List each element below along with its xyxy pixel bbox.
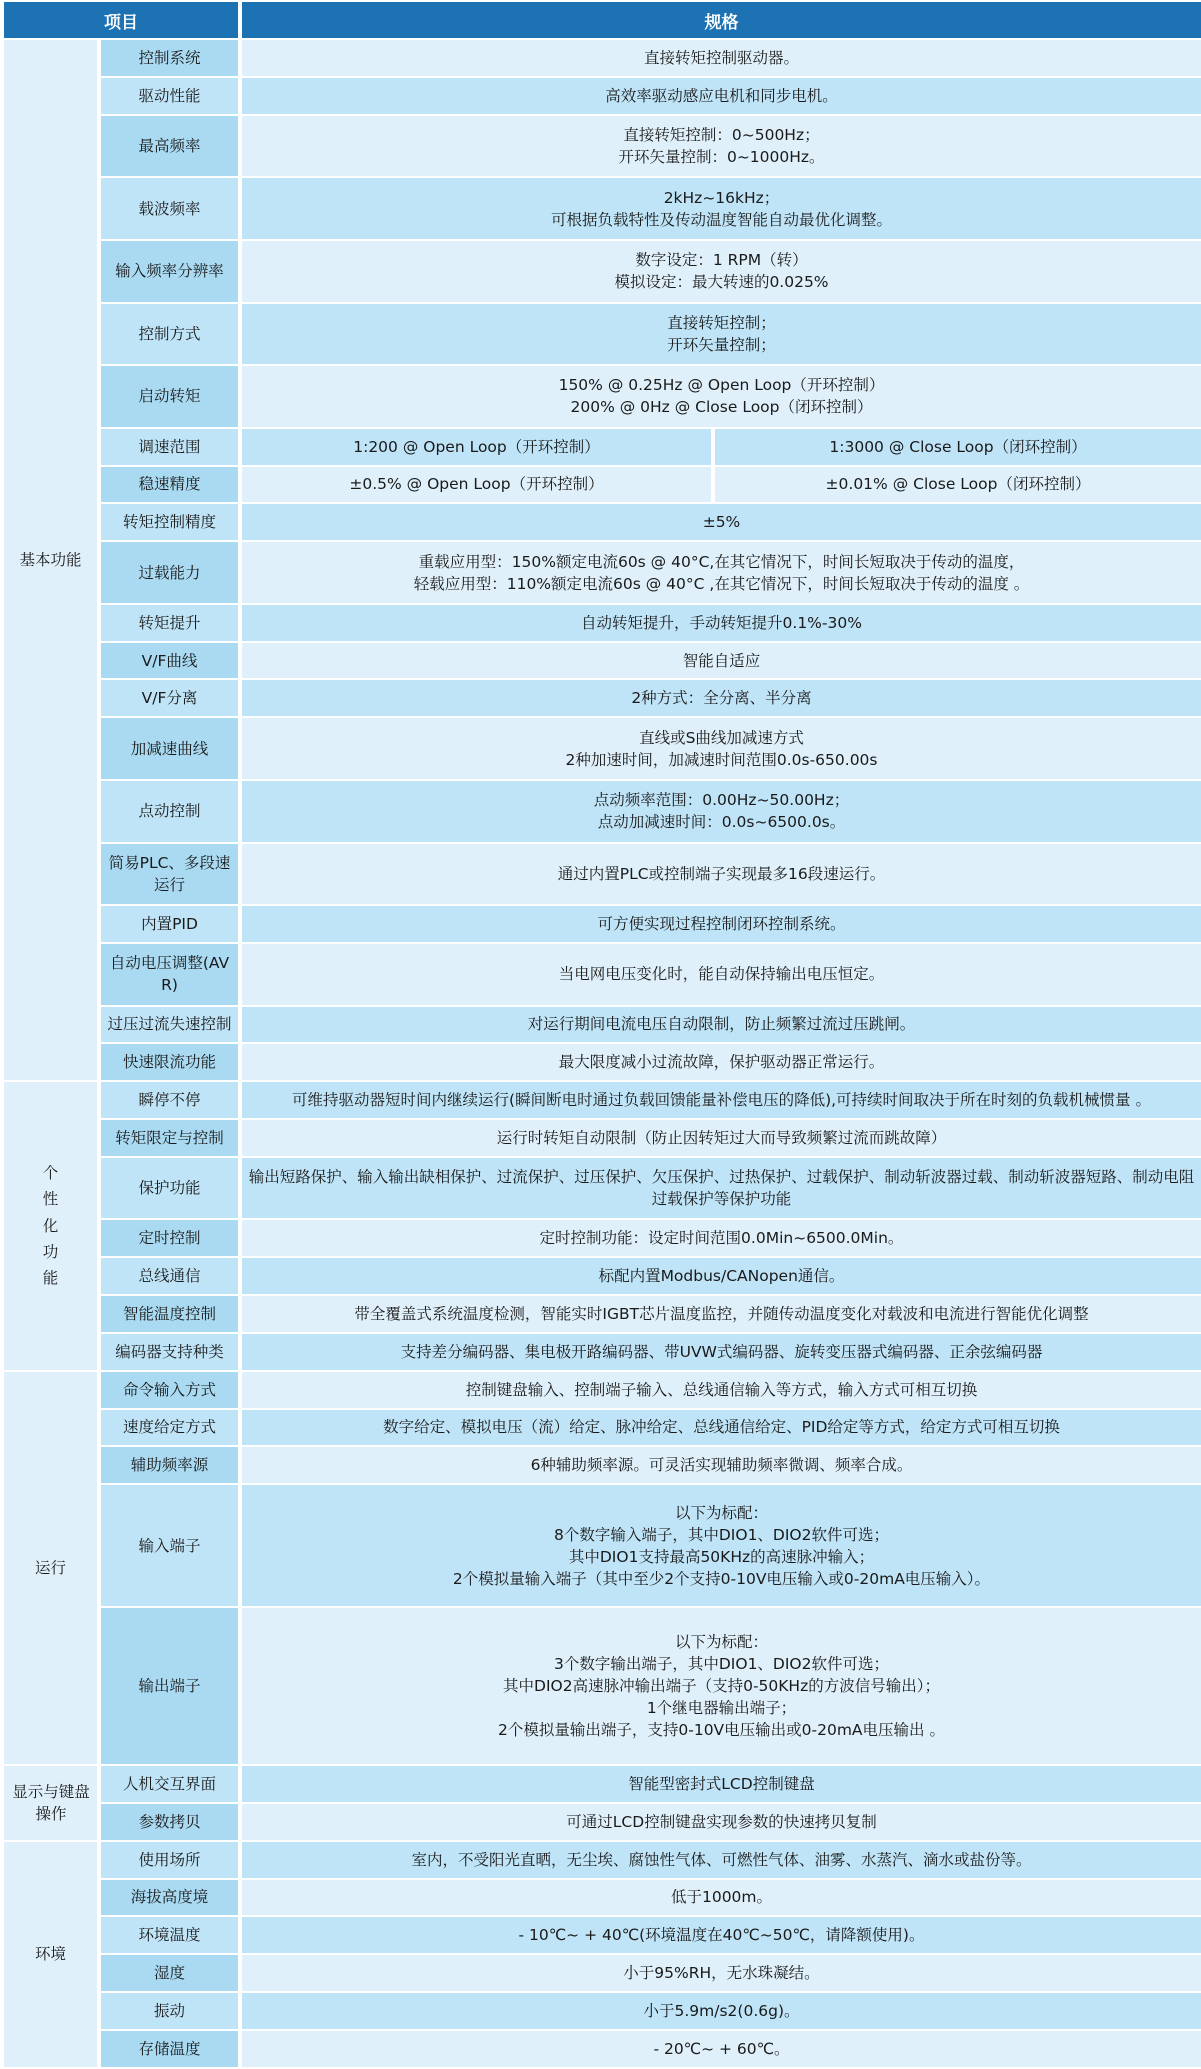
- table-row: [4, 1120, 1201, 1156]
- item-name: 速度给定方式: [101, 1410, 238, 1446]
- spec-line: 自动转矩提升，手动转矩提升0.1%-30%: [581, 613, 862, 632]
- item-name: 加减速曲线: [101, 718, 238, 779]
- item-spec: [242, 1410, 1201, 1446]
- spec-line: 支持差分编码器、集电极开路编码器、带UVW式编码器、旋转变压器式编码器、正余弦编码器: [400, 1342, 1043, 1361]
- spec-line: 以下为标配：: [674, 1503, 768, 1522]
- spec-line: 通过内置PLC或控制端子实现最多16段速运行。: [557, 864, 886, 883]
- table-row: [4, 1993, 1201, 2029]
- item-name: 启动转矩: [101, 366, 238, 427]
- spec-line: 3个数字输出端子，其中DIO1、DIO2软件可选；: [554, 1655, 889, 1674]
- category-cell: [4, 40, 97, 1080]
- spec-line: 直接转矩控制：0~500Hz；: [623, 125, 820, 144]
- item-name: 辅助频率源: [101, 1447, 238, 1483]
- table-row: [4, 1007, 1201, 1043]
- table-row: [4, 116, 1201, 177]
- table-row: [4, 844, 1201, 905]
- spec-open-loop: ±0.5% @ Open Loop（开环控制）: [242, 467, 711, 503]
- item-spec: [242, 1296, 1201, 1332]
- item-name: 驱动性能: [101, 78, 238, 114]
- table-row: [4, 944, 1201, 1005]
- item-spec: [242, 1258, 1201, 1294]
- spec-line: 数字设定：1 RPM（转）: [635, 251, 808, 270]
- category-label: 环境: [34, 1945, 66, 1964]
- item-spec: [242, 1608, 1201, 1764]
- spec-line: 其中DIO2高速脉冲输出端子（支持0-50KHz的方波信号输出）；: [503, 1677, 940, 1696]
- item-name: 转矩提升: [101, 605, 238, 641]
- item-name: 海拔高度境: [101, 1880, 238, 1916]
- item-name: 存储温度: [101, 2031, 238, 2067]
- spec-line: 可根据负载特性及传动温度智能自动最优化调整。: [550, 210, 892, 229]
- table-row: [4, 241, 1201, 302]
- item-name: 输入频率分辨率: [101, 241, 238, 302]
- category-char: 个: [42, 1164, 59, 1183]
- table-row: [4, 1766, 1201, 1802]
- table-row: [4, 1917, 1201, 1953]
- table-row: [4, 1955, 1201, 1991]
- table-row: [4, 40, 1201, 76]
- item-spec: [242, 1766, 1201, 1802]
- spec-line: 200% @ 0Hz @ Close Loop（闭环控制）: [570, 398, 873, 417]
- table-row: [4, 1372, 1201, 1408]
- spec-line: 输出短路保护、输入输出缺相保护、过流保护、过压保护、欠压保护、过热保护、过载保护、制动斩波器过载、制动斩波器短路、制动电阻过载保护等保护功能: [248, 1168, 1195, 1209]
- table-row: [4, 78, 1201, 114]
- item-spec: [242, 1447, 1201, 1483]
- table-row: [4, 643, 1201, 679]
- spec-line: 2个模拟量输出端子，支持0-10V电压输出或0-20mA电压输出 。: [498, 1721, 945, 1740]
- spec-line: 2种加速时间，加减速时间范围0.0s-650.00s: [565, 750, 878, 769]
- item-spec: [242, 366, 1201, 427]
- table-row: [4, 1082, 1201, 1118]
- spec-line: 标配内置Modbus/CANopen通信。: [598, 1267, 845, 1286]
- category-label: 基本功能: [19, 551, 82, 570]
- spec-line: - 20℃~ + 60℃。: [653, 2039, 790, 2058]
- table-row: [4, 429, 1201, 465]
- item-spec: [242, 1372, 1201, 1408]
- spec-line: 直线或S曲线加减速方式: [639, 728, 804, 747]
- item-spec: [242, 304, 1201, 365]
- spec-line: 直接转矩控制驱动器。: [643, 48, 799, 67]
- item-spec: [242, 605, 1201, 641]
- item-name: 总线通信: [101, 1258, 238, 1294]
- table-row: [4, 1608, 1201, 1764]
- item-spec: [242, 844, 1201, 905]
- item-spec: [242, 1007, 1201, 1043]
- table-row: [4, 1880, 1201, 1916]
- table-row: [4, 1258, 1201, 1294]
- item-spec: [242, 906, 1201, 942]
- spec-line: 智能自适应: [682, 651, 761, 670]
- item-spec: [242, 1082, 1201, 1118]
- item-name: 简易PLC、多段速运行: [101, 844, 238, 905]
- spec-line: 2kHz~16kHz；: [663, 188, 780, 207]
- spec-table-body: [4, 40, 1201, 2067]
- category-label: 显示与键盘操作: [12, 1782, 90, 1823]
- item-spec: [242, 178, 1201, 239]
- item-spec: [242, 1917, 1201, 1953]
- table-row: [4, 1334, 1201, 1370]
- spec-line: 当电网电压变化时，能自动保持输出电压恒定。: [558, 965, 885, 984]
- item-name: 命令输入方式: [101, 1372, 238, 1408]
- item-name: 点动控制: [101, 781, 238, 842]
- spec-line: 8个数字输入端子，其中DIO1、DIO2软件可选；: [554, 1525, 889, 1544]
- item-name: 控制系统: [101, 40, 238, 76]
- item-name: 使用场所: [101, 1842, 238, 1878]
- spec-line: 智能型密封式LCD控制键盘: [628, 1774, 815, 1793]
- item-spec: [242, 1955, 1201, 1991]
- item-spec: [242, 1880, 1201, 1916]
- item-spec: [242, 1158, 1201, 1219]
- header-row: [4, 2, 1201, 38]
- spec-line: 运行时转矩自动限制（防止因转矩过大而导致频繁过流而跳故障）: [496, 1128, 947, 1147]
- item-spec: [242, 718, 1201, 779]
- category-cell: [4, 1082, 97, 1370]
- table-row: [4, 1158, 1201, 1219]
- table-row: [4, 304, 1201, 365]
- item-spec: [242, 2031, 1201, 2067]
- item-name: 智能温度控制: [101, 1296, 238, 1332]
- table-row: [4, 906, 1201, 942]
- category-cell: [4, 1842, 97, 2067]
- item-name: 输入端子: [101, 1485, 238, 1606]
- item-spec: [242, 781, 1201, 842]
- table-row: [4, 2031, 1201, 2067]
- category-cell: [4, 1372, 97, 1764]
- spec-line: 2个模拟量输入端子（其中至少2个支持0-10V电压输入或0-20mA电压输入）。: [452, 1569, 991, 1588]
- spec-line: 可方便实现过程控制闭环控制系统。: [597, 915, 846, 934]
- item-spec: [242, 1804, 1201, 1840]
- spec-line: 150% @ 0.25Hz @ Open Loop（开环控制）: [558, 376, 885, 395]
- table-row: [4, 1220, 1201, 1256]
- item-spec: [242, 1485, 1201, 1606]
- item-spec: [242, 542, 1201, 603]
- item-name: 快速限流功能: [101, 1044, 238, 1080]
- spec-line: 小于95%RH，无水珠凝结。: [623, 1964, 820, 1983]
- spec-line: 高效率驱动感应电机和同步电机。: [605, 86, 838, 105]
- spec-line: 定时控制功能：设定时间范围0.0Min~6500.0Min。: [539, 1229, 904, 1248]
- spec-line: 开环矢量控制：0~1000Hz。: [618, 147, 825, 166]
- item-name: 最高频率: [101, 116, 238, 177]
- spec-open-loop: 1:200 @ Open Loop（开环控制）: [242, 429, 711, 465]
- spec-line: 最大限度减小过流故障，保护驱动器正常运行。: [558, 1053, 885, 1072]
- spec-line: - 10℃~ + 40℃(环境温度在40℃~50℃，请降额使用)。: [518, 1926, 925, 1945]
- item-name: 调速范围: [101, 429, 238, 465]
- item-name: 振动: [101, 1993, 238, 2029]
- item-spec: [242, 944, 1201, 1005]
- item-name: 自动电压调整(AVR): [101, 944, 238, 1005]
- table-row: [4, 1447, 1201, 1483]
- item-name: 内置PID: [101, 906, 238, 942]
- table-row: [4, 366, 1201, 427]
- category-char: 性: [42, 1190, 59, 1209]
- item-spec: [242, 1334, 1201, 1370]
- item-name: 人机交互界面: [101, 1766, 238, 1802]
- item-spec: [242, 1044, 1201, 1080]
- item-name: 稳速精度: [101, 467, 238, 503]
- table-row: [4, 781, 1201, 842]
- table-row: [4, 1485, 1201, 1606]
- item-spec: [242, 1993, 1201, 2029]
- item-name: V/F曲线: [101, 643, 238, 679]
- spec-line: 带全覆盖式系统温度检测，智能实时IGBT芯片温度监控，并随传动温度变化对载波和电流进行智能优化调整: [354, 1304, 1089, 1323]
- item-spec: [242, 680, 1201, 716]
- spec-line: 以下为标配：: [674, 1633, 768, 1652]
- item-name: 控制方式: [101, 304, 238, 365]
- table-row: [4, 542, 1201, 603]
- item-name: 定时控制: [101, 1220, 238, 1256]
- item-spec: [242, 116, 1201, 177]
- spec-line: ±5%: [702, 513, 741, 532]
- item-name: V/F分离: [101, 680, 238, 716]
- spec-line: 重载应用型：150%额定电流60s @ 40°C,在其它情况下，时间长短取决于传动的温度，: [418, 552, 1025, 571]
- item-spec: [242, 241, 1201, 302]
- table-row: [4, 605, 1201, 641]
- item-name: 瞬停不停: [101, 1082, 238, 1118]
- table-row: [4, 1296, 1201, 1332]
- item-name: 输出端子: [101, 1608, 238, 1764]
- category-label: 运行: [34, 1558, 66, 1577]
- item-name: 转矩限定与控制: [101, 1120, 238, 1156]
- spec-line: 低于1000m。: [670, 1888, 773, 1907]
- item-spec: [242, 643, 1201, 679]
- spec-close-loop: ±0.01% @ Close Loop（闭环控制）: [715, 467, 1201, 503]
- table-row: [4, 467, 1201, 503]
- item-name: 编码器支持种类: [101, 1334, 238, 1370]
- spec-line: 可维持驱动器短时间内继续运行(瞬间断电时通过负载回馈能量补偿电压的降低),可持续时间取决于所在时刻的负载机械惯量 。: [292, 1091, 1151, 1110]
- spec-line: 小于5.9m/s2(0.6g)。: [643, 2001, 800, 2020]
- spec-line: 可通过LCD控制键盘实现参数的快速拷贝复制: [566, 1812, 877, 1831]
- table-row: [4, 1842, 1201, 1878]
- item-name: 湿度: [101, 1955, 238, 1991]
- table-row: [4, 504, 1201, 540]
- category-char: 化: [42, 1216, 59, 1235]
- table-row: [4, 680, 1201, 716]
- item-spec: [242, 1842, 1201, 1878]
- item-spec: [242, 40, 1201, 76]
- table-row: [4, 1044, 1201, 1080]
- spec-line: 控制键盘输入、控制端子输入、总线通信输入等方式，输入方式可相互切换: [465, 1380, 978, 1399]
- spec-line: 对运行期间电流电压自动限制，防止频繁过流过压跳闸。: [527, 1015, 916, 1034]
- category-char: 功: [42, 1243, 59, 1262]
- item-name: 过压过流失速控制: [101, 1007, 238, 1043]
- spec-line: 6种辅助频率源。可灵活实现辅助频率微调、频率合成。: [530, 1456, 913, 1475]
- header-item: 项目: [4, 2, 238, 38]
- item-name: 环境温度: [101, 1917, 238, 1953]
- item-spec: [242, 504, 1201, 540]
- item-name: 保护功能: [101, 1158, 238, 1219]
- item-name: 转矩控制精度: [101, 504, 238, 540]
- table-row: [4, 178, 1201, 239]
- table-row: [4, 1410, 1201, 1446]
- spec-line: 直接转矩控制；: [667, 313, 776, 332]
- header-spec: 规格: [242, 2, 1201, 38]
- item-name: 载波频率: [101, 178, 238, 239]
- spec-line: 点动加减速时间：0.0s~6500.0s。: [597, 813, 846, 832]
- spec-line: 室内，不受阳光直晒，无尘埃、腐蚀性气体、可燃性气体、油雾、水蒸汽、滴水或盐份等。: [411, 1850, 1032, 1869]
- item-name: 过载能力: [101, 542, 238, 603]
- category-label: [10, 1160, 91, 1292]
- spec-line: 2种方式：全分离、半分离: [631, 689, 812, 708]
- spec-line: 模拟设定：最大转速的0.025%: [614, 273, 829, 292]
- table-row: [4, 718, 1201, 779]
- item-spec: [242, 1120, 1201, 1156]
- item-spec: [242, 1220, 1201, 1256]
- spec-line: 点动频率范围：0.00Hz~50.00Hz；: [593, 791, 850, 810]
- spec-line: 数字给定、模拟电压（流）给定、脉冲给定、总线通信给定、PID给定等方式，给定方式可相互切换: [383, 1418, 1060, 1437]
- item-name: 参数拷贝: [101, 1804, 238, 1840]
- spec-line: 开环矢量控制；: [667, 335, 776, 354]
- category-cell: [4, 1766, 97, 1840]
- table-row: [4, 1804, 1201, 1840]
- category-char: 能: [42, 1269, 59, 1288]
- spec-line: 1个继电器输出端子；: [646, 1699, 797, 1718]
- item-spec: [242, 78, 1201, 114]
- spec-line: 轻载应用型：110%额定电流60s @ 40°C ,在其它情况下，时间长短取决于传动的温度 。: [413, 574, 1030, 593]
- spec-close-loop: 1:3000 @ Close Loop（闭环控制）: [715, 429, 1201, 465]
- spec-line: 其中DIO1支持最高50KHz的高速脉冲输入；: [568, 1547, 875, 1566]
